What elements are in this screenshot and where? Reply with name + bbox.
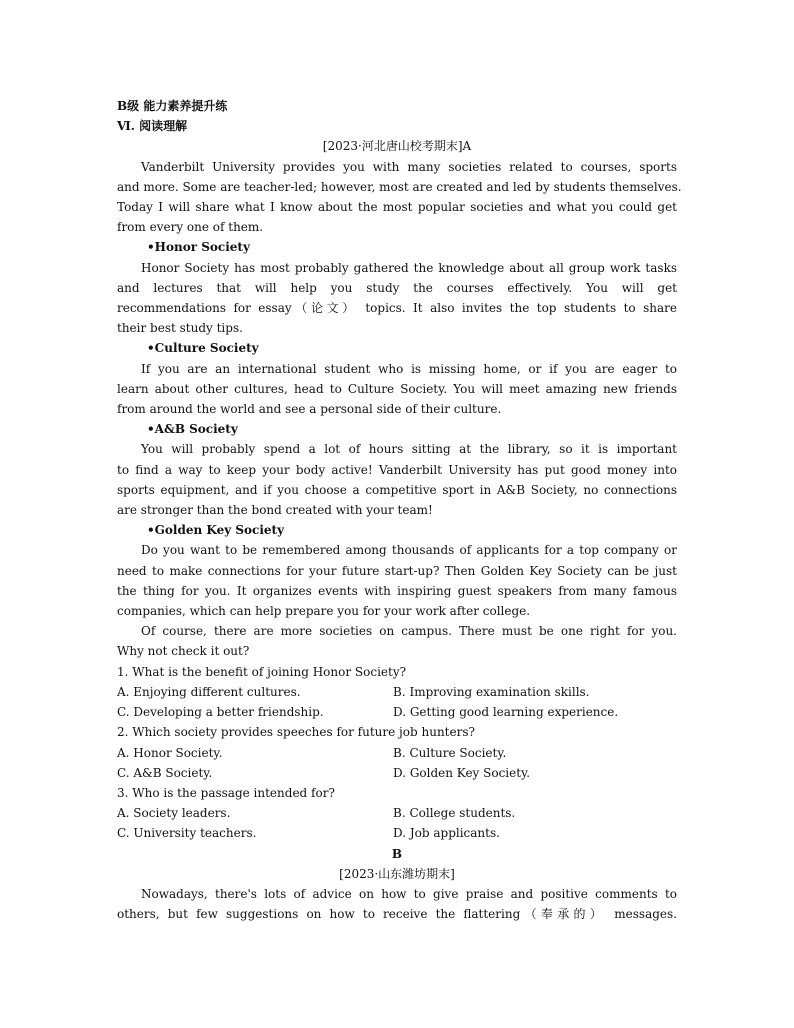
paragraph-line: Vanderbilt University provides you with many societies related to courses, sports: [141, 159, 677, 174]
option-row: [117, 823, 677, 843]
paragraph-line: and lectures that will help you study the courses effectively. You will get: [117, 280, 677, 295]
passage-b-source: [2023·山东潍坊期末]: [339, 866, 455, 881]
passage-a-closing: [117, 621, 677, 661]
option-b[interactable]: B. Improving examination skills.: [393, 684, 590, 699]
paragraph-line: learn about other cultures, head to Culture Society. You will meet amazing new friends: [117, 381, 677, 396]
society-title: •Honor Society: [147, 240, 250, 255]
society-title: •Golden Key Society: [147, 523, 285, 538]
option-row: [117, 682, 677, 702]
level-heading: B级 能力素养提升练: [117, 99, 228, 113]
question-1: [117, 662, 677, 723]
paragraph-line: recommendations for essay（论文） topics. It also invites the top students to share: [117, 301, 677, 316]
paragraph-line: Why not check it out?: [117, 644, 250, 659]
passage-b-label: B: [391, 846, 403, 861]
passage-a-source: [2023·河北唐山校考期末]A: [322, 139, 472, 154]
paragraph-line: companies, which can help prepare you for your work after college.: [117, 604, 531, 619]
option-c[interactable]: C. Developing a better friendship.: [117, 705, 324, 720]
paragraph-line: their best study tips.: [117, 321, 243, 336]
society-title: •Culture Society: [147, 341, 259, 356]
option-row: [117, 763, 677, 783]
paragraph-line: the thing for you. It organizes events with inspiring guest speakers from many famous: [117, 583, 677, 598]
paragraph-line: are stronger than the bond created with your team!: [117, 503, 433, 518]
option-b[interactable]: B. College students.: [393, 806, 516, 821]
option-d[interactable]: D. Job applicants.: [393, 826, 500, 841]
option-c[interactable]: C. A&B Society.: [117, 765, 213, 780]
option-d[interactable]: D. Getting good learning experience.: [393, 705, 619, 720]
paragraph-line: You will probably spend a lot of hours sitting at the library, so it is important: [141, 442, 677, 457]
society-ab: [117, 419, 677, 520]
option-b[interactable]: B. Culture Society.: [393, 745, 507, 760]
option-row: [117, 743, 677, 763]
part-heading: Ⅵ. 阅读理解: [117, 119, 188, 134]
paragraph-line: to find a way to keep your body active! Vanderbilt University has put good money into: [117, 462, 677, 477]
paragraph-line: Do you want to be remembered among thousands of applicants for a top company or: [141, 543, 677, 558]
paragraph-line: from every one of them.: [117, 220, 264, 235]
question-stem: 3. Who is the passage intended for?: [117, 785, 335, 800]
question-3: [117, 783, 677, 844]
option-a[interactable]: A. Enjoying different cultures.: [117, 684, 301, 699]
paragraph-line: others, but few suggestions on how to receive the flattering（奉承的） messages.: [117, 907, 677, 922]
option-a[interactable]: A. Society leaders.: [117, 806, 231, 821]
passage-b-body: [117, 884, 677, 924]
option-d[interactable]: D. Golden Key Society.: [393, 765, 531, 780]
question-stem: 2. Which society provides speeches for future job hunters?: [117, 725, 475, 740]
society-golden-key: [117, 520, 677, 621]
option-row: [117, 702, 677, 722]
paragraph-line: If you are an international student who is missing home, or if you are eager to: [141, 361, 677, 376]
paragraph-line: and more. Some are teacher-led; however, most are created and led by students themselves.: [117, 179, 682, 194]
document-content: [117, 96, 682, 924]
paragraph-line: need to make connections for your future start-up? Then Golden Key Society can be just: [117, 563, 677, 578]
paragraph-line: from around the world and see a personal side of their culture.: [117, 402, 502, 417]
option-c[interactable]: C. University teachers.: [117, 826, 257, 841]
question-2: [117, 722, 677, 783]
paragraph-line: Of course, there are more societies on campus. There must be one right for you.: [141, 624, 677, 639]
paragraph-line: Nowadays, there's lots of advice on how to give praise and positive comments to: [141, 886, 677, 901]
paragraph-line: Honor Society has most probably gathered the knowledge about all group work tasks: [141, 260, 677, 275]
society-honor: [117, 237, 677, 338]
option-row: [117, 803, 677, 823]
passage-a-intro: [117, 157, 682, 238]
society-title: •A&B Society: [147, 422, 238, 437]
question-stem: 1. What is the benefit of joining Honor Society?: [117, 664, 407, 679]
society-culture: [117, 338, 677, 419]
paragraph-line: Today I will share what I know about the most popular societies and what you could get: [117, 200, 677, 215]
paragraph-line: sports equipment, and if you choose a competitive sport in A&B Society, no connections: [117, 482, 677, 497]
option-a[interactable]: A. Honor Society.: [117, 745, 223, 760]
